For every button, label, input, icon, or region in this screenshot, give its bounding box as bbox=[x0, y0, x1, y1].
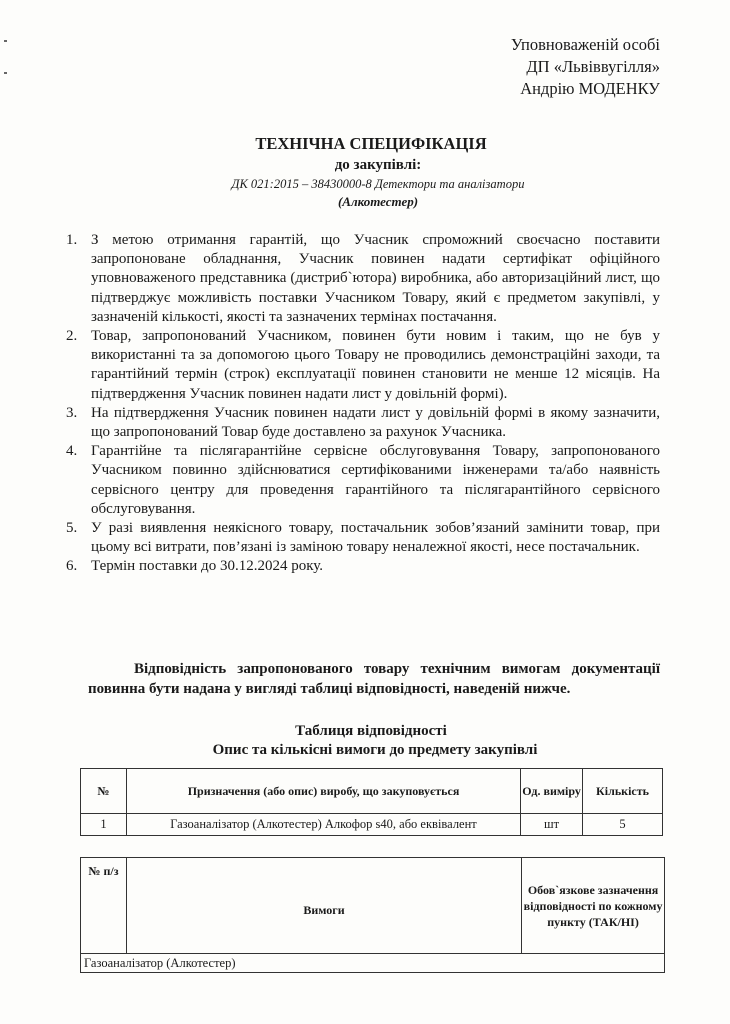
item-text: З метою отримання гарантій, що Учасник спроможний своєчасно поставити запропоноване обладнання, Учасник повинен надати сертифікат офіційного уповноваженого представника (дистриб`ютора) виробника, або авторизаційний лист, що підтверджує можливість поставки Учасником Товару, який є предметом закупівлі, у зазначеній кількості, якості та зазначених термінах постачання. bbox=[91, 232, 660, 325]
list-item bbox=[66, 231, 660, 327]
requirements-list bbox=[66, 231, 660, 577]
table-row bbox=[81, 954, 665, 973]
item-number: 4. bbox=[66, 443, 78, 460]
dk-code: ДК 021:2015 – 38430000-8 Детектори та аналізатори bbox=[231, 177, 525, 191]
scan-mark bbox=[4, 40, 7, 42]
document-subtitle: до закупівлі: bbox=[334, 157, 422, 173]
header-unit: Од. виміру bbox=[521, 769, 583, 814]
item-number: 2. bbox=[66, 328, 78, 345]
item-text: Товар, запропонований Учасником, повинен бути новим і таким, що не був у використанні та за допомогою цього Товару не проводились демонстраційні заходи, та гарантійний термін (строк) експлуатації повинен становити не менше 12 місяців. На підтвердження Учасник повинен надати лист у довільній формі). bbox=[91, 328, 660, 402]
document-title: ТЕХНІЧНА СПЕЦИФІКАЦІЯ bbox=[255, 134, 487, 153]
list-item bbox=[66, 404, 660, 442]
table-title-line-1: Таблиця відповідності bbox=[295, 723, 447, 739]
conformity-paragraph: Відповідність запропонованого товару технічним вимогам документації повинна бути надана у вигляді таблиці відповідності, наведеній нижче. bbox=[88, 661, 660, 697]
list-item bbox=[66, 327, 660, 404]
cell-unit: шт bbox=[521, 814, 583, 836]
header-requirements: Вимоги bbox=[126, 858, 521, 954]
item-text: Гарантійне та післягарантійне сервісне обслуговування Товару, запропонованого Учасником повинно здійснюватися сертифікованими інженерами та/або наявність сервісного центру для проведення гарантійного та післягарантійного сервісного обслуговування. bbox=[91, 443, 660, 517]
item-number: 5. bbox=[66, 520, 78, 537]
header-num: № bbox=[81, 769, 127, 814]
header-qty: Кількість bbox=[583, 769, 663, 814]
item-number: 6. bbox=[66, 558, 78, 575]
header-confirmation: Обов`язкове зазначення відповідності по кожному пункту (ТАК/НІ) bbox=[522, 858, 665, 954]
item-text: На підтвердження Учасник повинен надати лист у довільній формі в якому зазначити, що запропонований Товар буде доставлено за рахунок Учасника. bbox=[91, 404, 660, 441]
heading-block bbox=[0, 133, 730, 211]
addressee-block bbox=[511, 34, 660, 100]
scan-mark bbox=[4, 72, 7, 74]
cell-num: 1 bbox=[81, 814, 127, 836]
addressee-line-2: ДП «Львіввугілля» bbox=[526, 57, 660, 76]
table-header-row bbox=[81, 858, 665, 954]
table-row bbox=[81, 814, 663, 836]
cell-purpose: Газоаналізатор (Алкотестер) Алкофор s40, або еквівалент bbox=[126, 814, 520, 836]
section-row: Газоаналізатор (Алкотестер) bbox=[81, 954, 665, 973]
list-item bbox=[66, 442, 660, 519]
addressee-line-1: Уповноваженій особі bbox=[510, 35, 660, 54]
table-title-line-2: Опис та кількісні вимоги до предмету закупівлі bbox=[212, 742, 538, 758]
cell-qty: 5 bbox=[583, 814, 663, 836]
product-name: (Алкотестер) bbox=[337, 194, 419, 209]
addressee-line-3: Андрію МОДЕНКУ bbox=[520, 79, 660, 98]
item-number: 1. bbox=[66, 232, 78, 248]
list-item bbox=[66, 519, 660, 557]
item-number: 3. bbox=[66, 404, 78, 421]
requirements-table bbox=[80, 857, 665, 973]
header-purpose: Призначення (або опис) виробу, що закуповується bbox=[126, 769, 520, 814]
table-title bbox=[0, 722, 730, 760]
item-text: Термін поставки до 30.12.2024 року. bbox=[91, 558, 324, 575]
header-num: № п/з bbox=[81, 858, 127, 954]
table-header-row bbox=[81, 769, 663, 814]
product-table bbox=[80, 768, 663, 836]
list-item bbox=[66, 557, 660, 576]
item-text: У разі виявлення неякісного товару, постачальник зобов’язаний замінити товар, при цьому всі витрати, пов’язані із заміною товару неналежної якості, несе постачальник. bbox=[91, 520, 660, 556]
